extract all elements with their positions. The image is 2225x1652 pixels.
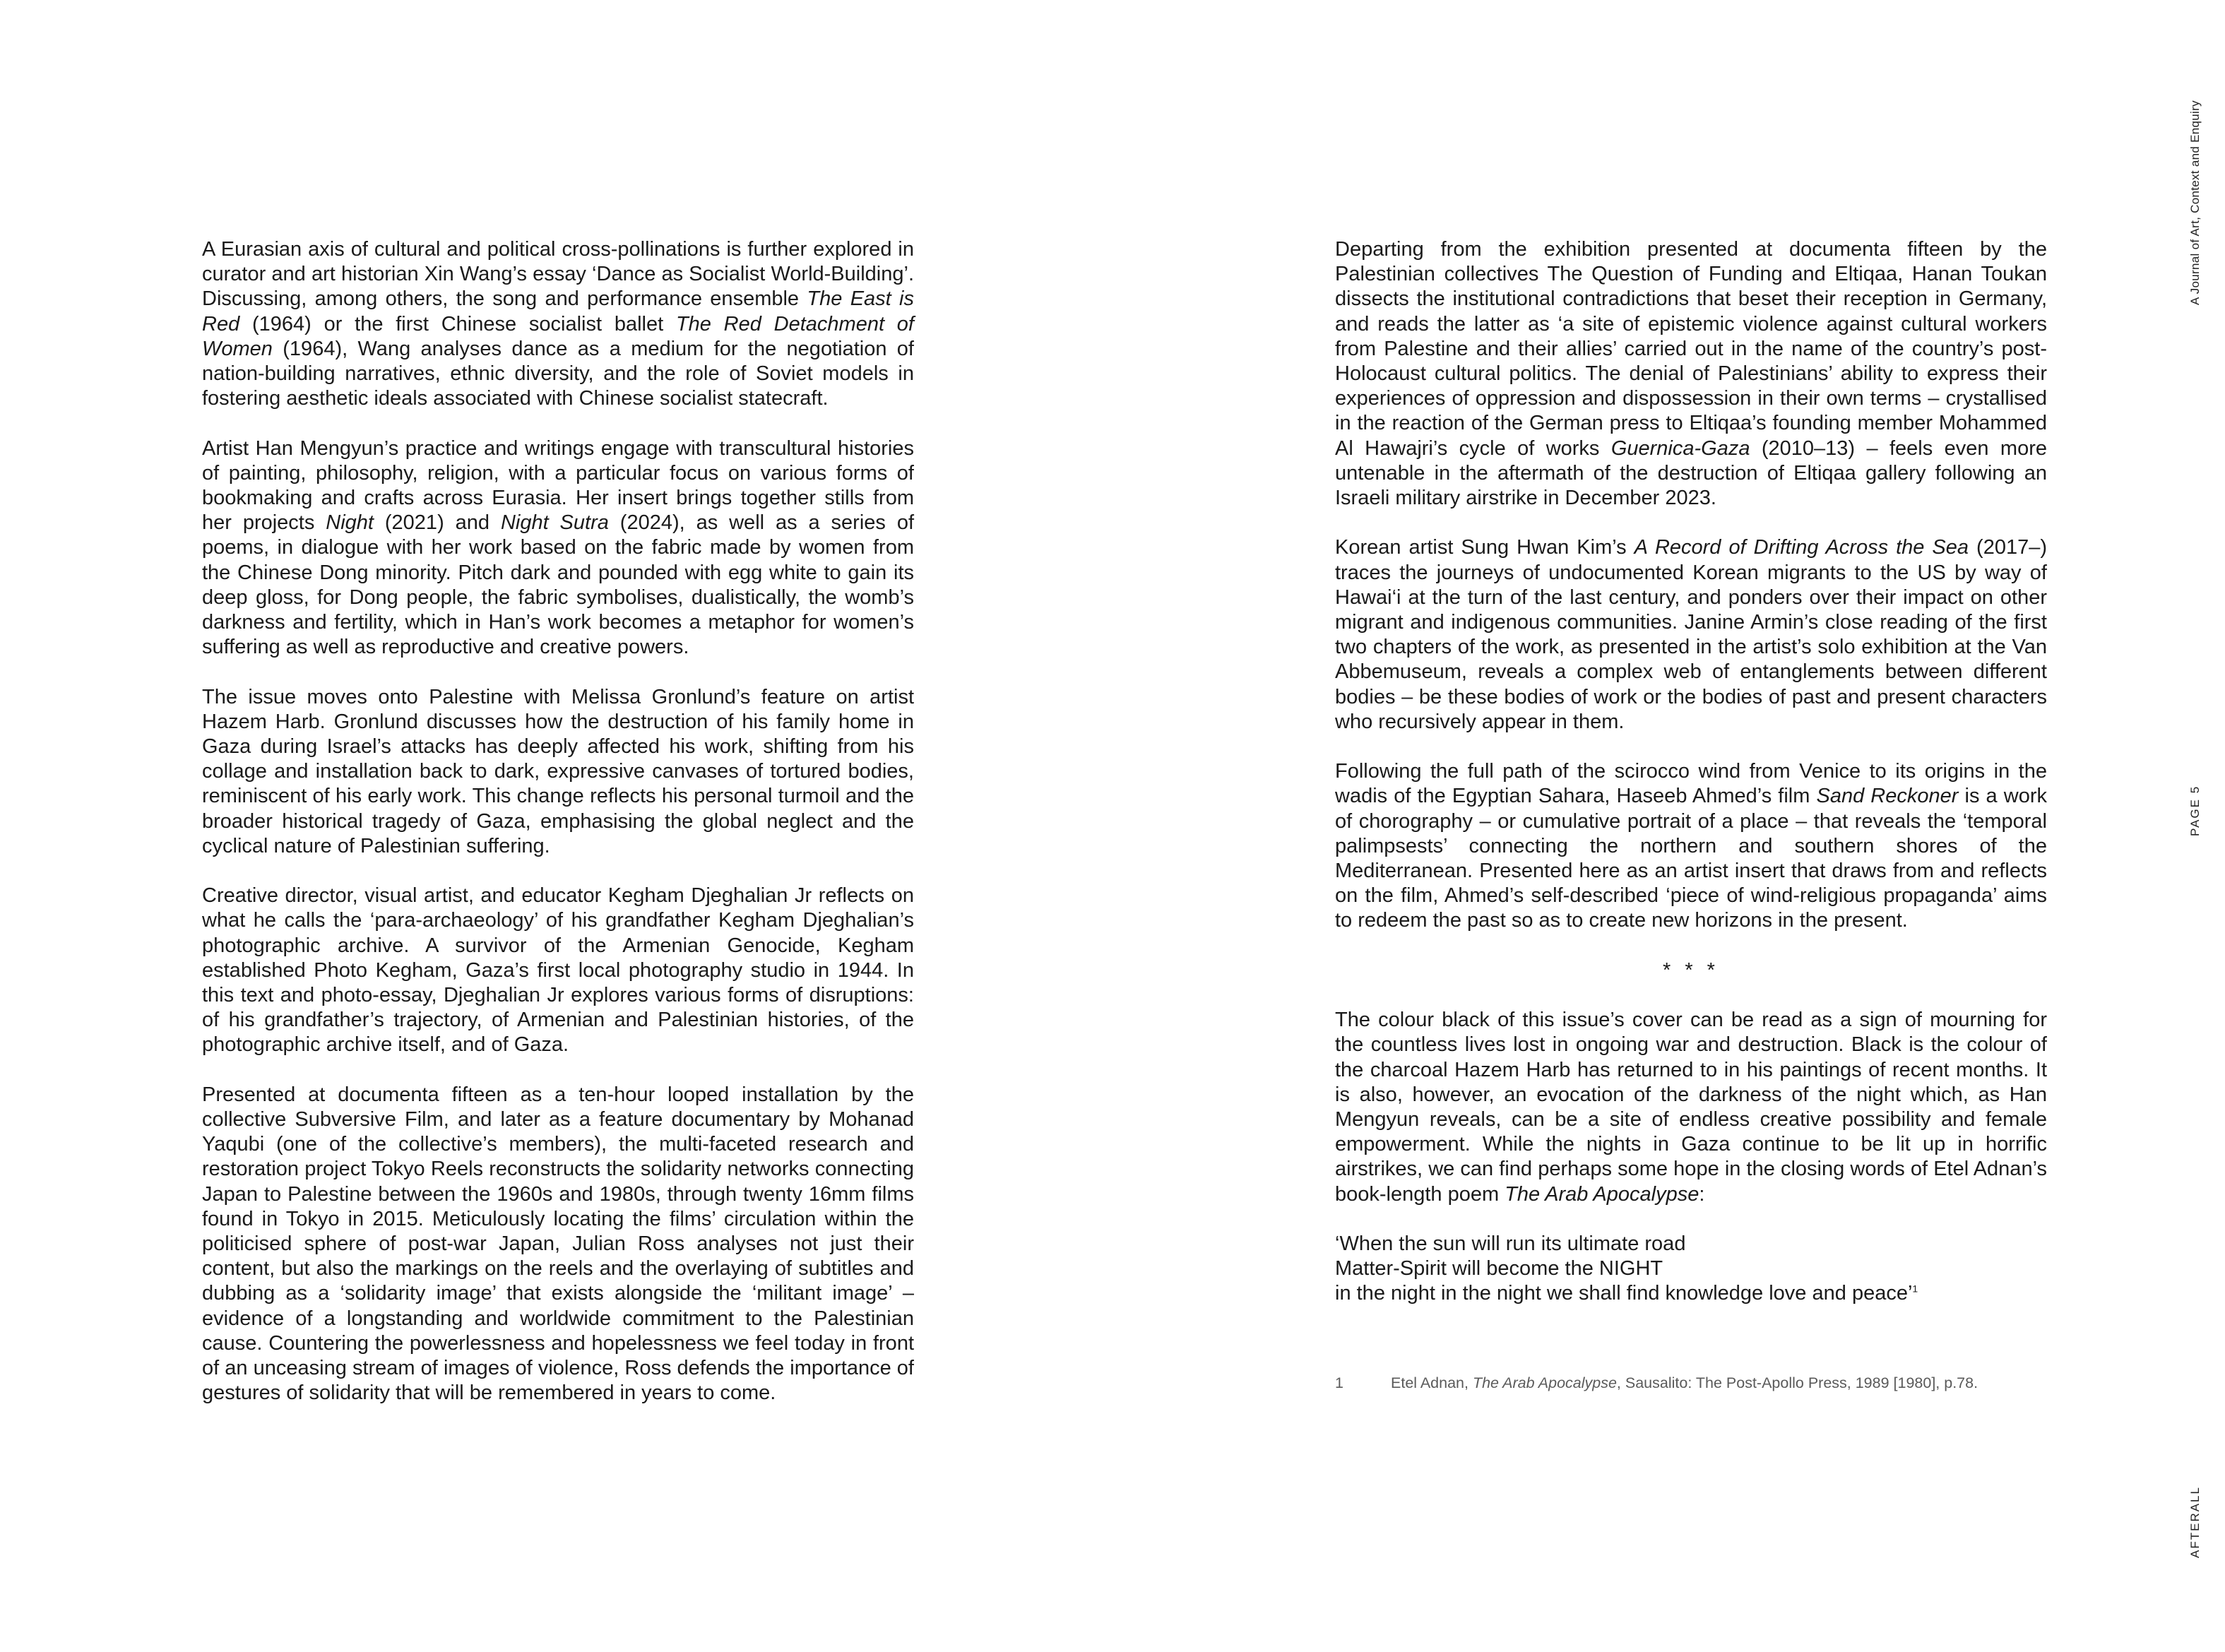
footnote-number: 1 [1335, 1374, 1343, 1391]
text-run: The issue moves onto Palestine with Melissa Gronlund’s feature on artist Hazem Harb. Gronlund discusses how the destruction of his family home in Gaza during Israel’s attacks has deeply affected his work, shifting from his collage and installation back to dark, expressive canvases of tortured bodies, reminiscent of his early work. This change reflects his personal turmoil and the broader historical tragedy of Gaza, emphasising the global neglect and the cyclical nature of Palestinian suffering. [202, 685, 914, 857]
left-column [202, 237, 914, 1431]
text-run: (2017–) traces the journeys of undocumented Korean migrants to the US by way of Hawai‘i at the turn of the last century, and ponders over their impact on other migrant and indigenous communities. Janine Armin’s close reading of the first two chapters of the work, as presented in the artist’s solo exhibition at the Van Abbemuseum, reveals a complex web of entanglements between different bodies – be these bodies of work or the bodies of past and present characters who recursively appear in them. [1335, 536, 2048, 733]
text-run: Creative director, visual artist, and educator Kegham Djeghalian Jr reflects on what he calls the ‘para-archaeology’ of his grandfather Kegham Djeghalian’s photographic archive. A survivor of the Armenian Genocide, Kegham established Photo Kegham, Gaza’s first local photography studio in 1944. In this text and photo-essay, Djeghalian Jr explores various forms of disruptions: of his grandfather’s trajectory, of Armenian and Palestinian histories, of the photographic archive itself, and of Gaza. [202, 884, 914, 1057]
italic-title: The Arab Apocalypse [1505, 1182, 1699, 1206]
paragraph-sung-hwan-kim [1335, 535, 2047, 735]
text-run: Artist Han Mengyun’s practice and writings engage with transcultural histories of painting, philosophy, religion, with a particular focus on various forms of bookmaking and crafts across Eurasia. Her insert brings together stills from her projects [202, 436, 914, 535]
section-divider: * * * [1663, 958, 1719, 982]
text-run: (2021) and [373, 511, 501, 535]
footnote-rest: , Sausalito: The Post-Apollo Press, 1989 [1980], p.78. [1616, 1374, 1978, 1391]
right-column [1335, 237, 2047, 1331]
italic-title: Night Sutra [500, 511, 609, 535]
paragraph-tokyo-reels [202, 1083, 914, 1406]
italic-title: Sand Reckoner [1816, 785, 1959, 808]
italic-title: The Red Detachment of Women [202, 312, 914, 360]
footnote-marker: 1 [1912, 1283, 1918, 1295]
italic-title: Night [326, 511, 374, 535]
italic-title: Guernica-Gaza [1610, 436, 1750, 460]
text-run: A Eurasian axis of cultural and political cross-pollinations is further explored in curator and art historian Xin Wang’s essay ‘Dance as Socialist World-Building’. Discussing, among others, the song and performance ensemble [202, 238, 914, 311]
text-run: (1964) or the first Chinese socialist ballet [239, 312, 676, 335]
footnote-text [1391, 1373, 1978, 1393]
journal-tagline: A Journal of Art, Context and Enquiry [2188, 100, 2202, 305]
footnote-title: The Arab Apocalypse [1472, 1374, 1617, 1391]
text-run: Presented at documenta fifteen as a ten-hour looped installation by the collective Subversive Film, and later as a feature documentary by Mohanad Yaqubi (one of the collective’s members), the multi-faceted research and restoration project Tokyo Reels reconstructs the solidarity networks connecting Japan to Palestine between the 1960s and 1980s, through twenty 16mm films found in Tokyo in 2015. Meticulously locating the films’ circulation within the politicised sphere of post-war Japan, Julian Ross analyses not just their content, but also the markings on the reels and the overlaying of subtitles and dubbing as a ‘solidarity image’ that exists alongside the ‘militant image’ – evidence of a longstanding and worldwide commitment to the Palestinian cause. Countering the powerlessness and hopelessness we feel today in front of an unceasing stream of images of violence, Ross defends the importance of gestures of solidarity that will be remembered in years to come. [202, 1083, 914, 1405]
paragraph-hazem-harb [202, 685, 914, 859]
paragraph-han-mengyun [202, 436, 914, 660]
footnote-author: Etel Adnan, [1391, 1374, 1473, 1391]
paragraph-kegham-djeghalian [202, 884, 914, 1057]
paragraph-xin-wang [202, 237, 914, 411]
text-run: The colour black of this issue’s cover can be read as a sign of mourning for the countless lives lost in ongoing war and destruction. Black is the colour of the charcoal Hazem Harb has returned to in his paintings of recent months. It is also, however, an evocation of the darkness of the night which, as Han Mengyun reveals, can be a site of endless creative possibility and female empowerment. While the nights in Gaza continue to be lit up in horrific airstrikes, we can find perhaps some hope in the closing words of Etel Adnan’s book-length poem [1335, 1009, 2047, 1206]
paragraph-hanan-toukan [1335, 237, 2047, 511]
brand-name: AFTERALL [2188, 1486, 2202, 1558]
text-run: is a work of chorography – or cumulative portrait of a place – that reveals the ‘temporal palimpsests’ connecting the northern and southern shores of the Mediterranean. Presented here as an artist insert that draws from and reflects on the film, Ahmed’s self-described ‘piece of wind-religious propaganda’ aims to redeem the past so as to create new horizons in the present. [1335, 785, 2047, 932]
poem-line [1335, 1281, 2047, 1306]
text-run: (1964), Wang analyses dance as a medium for the negotiation of nation-building narratives, ethnic diversity, and the role of Soviet models in fostering aesthetic ideals associated with Chinese socialist statecraft. [202, 337, 914, 410]
italic-title: A Record of Drifting Across the Sea [1634, 536, 1969, 559]
text-run: Following the full path of the scirocco wind from Venice to its origins in the wadis of the Egyptian Sahara, Haseeb Ahmed’s film [1335, 760, 2047, 808]
poem-line-text: in the night in the night we shall find knowledge love and peace’ [1335, 1282, 1913, 1305]
page-number: PAGE 5 [2188, 785, 2202, 836]
text-run: (2010–13) – feels even more untenable in the aftermath of the destruction of Eltiqaa gallery following an Israeli military airstrike in December 2023. [1335, 436, 2047, 510]
text-run: Korean artist Sung Hwan Kim’s [1335, 536, 1634, 559]
italic-title: The East is Red [202, 287, 914, 335]
poem-line: ‘When the sun will run its ultimate road [1335, 1232, 1686, 1256]
text-run: Departing from the exhibition presented at documenta fifteen by the Palestinian collectives The Question of Funding and Eltiqaa, Hanan Toukan dissects the institutional contradictions that beset their reception in Germany, and reads the latter as ‘a site of epistemic violence against cultural workers from Palestine and their allies’ carried out in the name of the country’s post-Holocaust cultural politics. The denial of Palestinians’ ability to express their experiences of oppression and dispossession in their own terms – crystallised in the reaction of the German press to Eltiqaa’s founding member Mohammed Al Hawajri’s cycle of works [1335, 238, 2047, 460]
text-run: (2024), as well as a series of poems, in dialogue with her work based on the fabric made by women from the Chinese Dong minority. Pitch dark and pounded with egg white to gain its deep gloss, for Dong people, the fabric symbolises, dualistically, the womb’s darkness and fertility, which in Han’s work becomes a metaphor for women’s suffering as well as reproductive and creative powers. [202, 511, 915, 659]
paragraph-colour-black [1335, 1008, 2047, 1207]
text-run: : [1699, 1182, 1705, 1206]
poem-quote [1335, 1232, 2047, 1307]
paragraph-haseeb-ahmed [1335, 759, 2047, 933]
poem-line: Matter-Spirit will become the NIGHT [1335, 1257, 1663, 1280]
